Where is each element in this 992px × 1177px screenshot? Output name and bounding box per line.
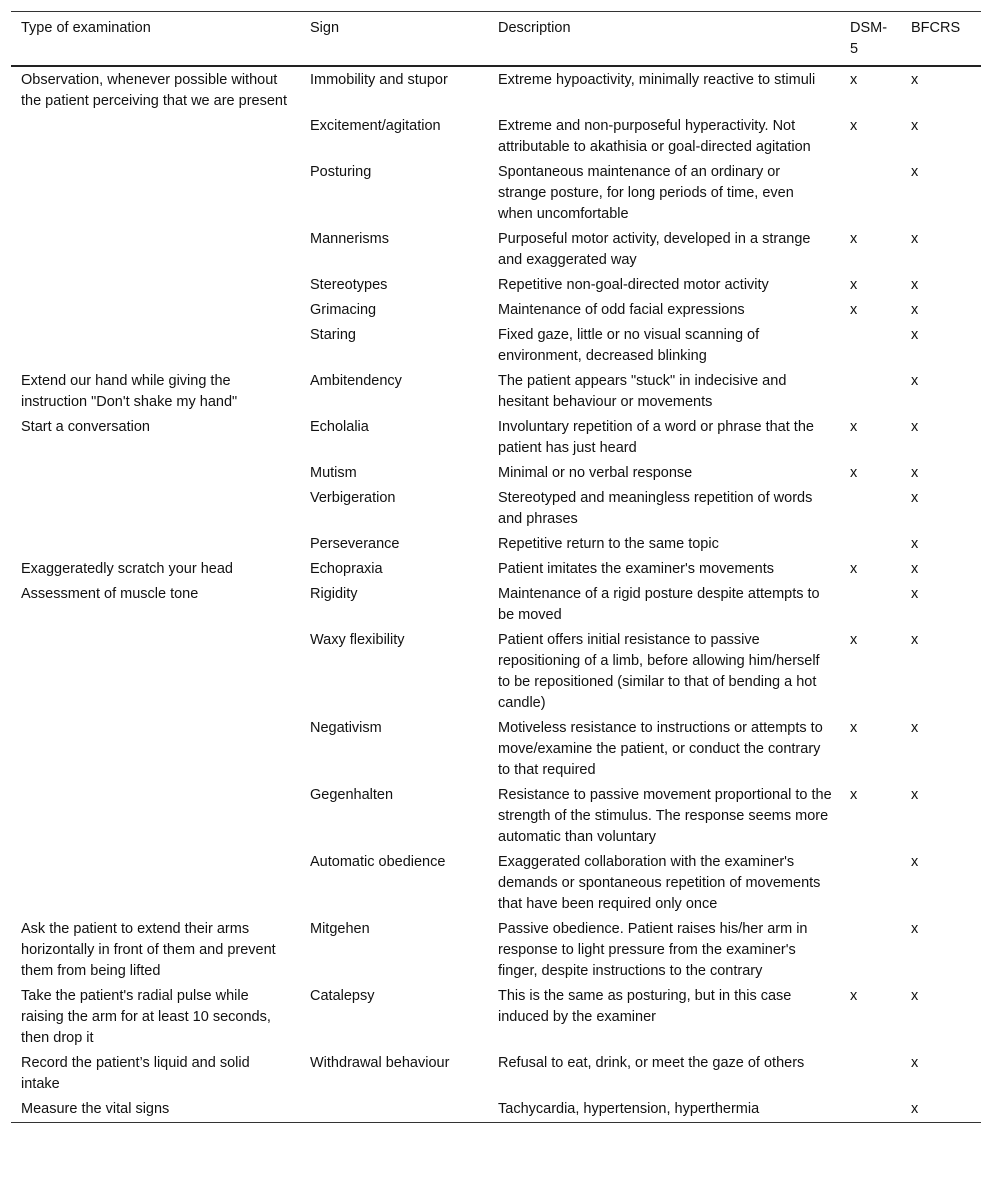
cell-dsm5 [840, 160, 901, 227]
cell-dsm5 [840, 582, 901, 628]
cell-sign: Ambitendency [310, 373, 402, 389]
cell-bfcrs: x [911, 586, 919, 602]
cell-dsm5: x [850, 72, 858, 88]
cell-dsm5: x [850, 277, 858, 293]
cell-sign: Negativism [310, 720, 382, 736]
cell-bfcrs: x [911, 164, 919, 180]
table-row [11, 114, 981, 160]
cell-dsm5 [840, 323, 901, 369]
header-type-of-examination: Type of examination [21, 20, 151, 36]
table-row [11, 582, 981, 628]
cell-dsm5 [840, 369, 901, 415]
table-row [11, 298, 981, 323]
cell-bfcrs: x [911, 118, 919, 134]
cell-type-of-examination: Observation, whenever possible without the patient perceiving that we are present [21, 72, 287, 109]
cell-dsm5: x [850, 118, 858, 134]
cell-dsm5: x [850, 419, 858, 435]
cell-type-of-examination: Measure the vital signs [21, 1101, 170, 1117]
cell-type-of-examination: Extend our hand while giving the instruction "Don't shake my hand" [21, 373, 238, 410]
cell-description: Passive obedience. Patient raises his/her arm in response to light pressure from the examiner's finger, despite instructions to the contrary [498, 921, 808, 979]
cell-bfcrs: x [911, 787, 919, 803]
cell-description: Exaggerated collaboration with the examiner's demands or spontaneous repetition of movements that have been required only once [498, 854, 821, 912]
cell-sign: Posturing [310, 164, 372, 180]
cell-sign: Stereotypes [310, 277, 388, 293]
cell-sign: Withdrawal behaviour [310, 1055, 450, 1071]
cell-bfcrs: x [911, 536, 919, 552]
table-body [11, 66, 981, 1123]
table-row [11, 1051, 981, 1097]
table-row [11, 532, 981, 557]
cell-bfcrs: x [911, 373, 919, 389]
cell-bfcrs: x [911, 854, 919, 870]
cell-dsm5 [840, 532, 901, 557]
cell-description: Maintenance of odd facial expressions [498, 302, 745, 318]
cell-description: Minimal or no verbal response [498, 465, 693, 481]
cell-sign: Staring [310, 327, 356, 343]
header-sign: Sign [310, 20, 340, 36]
cell-bfcrs: x [911, 419, 919, 435]
cell-description: Fixed gaze, little or no visual scanning of environment, decreased blinking [498, 327, 760, 364]
table-row [11, 850, 981, 917]
cell-dsm5: x [850, 231, 858, 247]
table-header [11, 12, 981, 67]
header-dsm5: DSM-5 [850, 20, 888, 57]
table-row [11, 273, 981, 298]
cell-description: Patient offers initial resistance to passive repositioning of a limb, before allowing him/herself to be repositioned (similar to that of bending a hot candle) [498, 632, 820, 711]
cell-description: This is the same as posturing, but in this case induced by the examiner [498, 988, 792, 1025]
cell-bfcrs: x [911, 327, 919, 343]
table-row [11, 415, 981, 461]
cell-bfcrs: x [911, 277, 919, 293]
cell-sign: Grimacing [310, 302, 377, 318]
cell-dsm5: x [850, 720, 858, 736]
cell-type-of-examination [11, 850, 300, 917]
cell-sign: Mitgehen [310, 921, 370, 937]
cell-description: Patient imitates the examiner's movements [498, 561, 774, 577]
cell-description: Extreme hypoactivity, minimally reactive to stimuli [498, 72, 816, 88]
table-row [11, 369, 981, 415]
cell-type-of-examination: Assessment of muscle tone [21, 586, 199, 602]
cell-bfcrs: x [911, 465, 919, 481]
cell-sign: Gegenhalten [310, 787, 394, 803]
cell-bfcrs: x [911, 988, 919, 1004]
cell-description: Extreme and non-purposeful hyperactivity. Not attributable to akathisia or goal-directed agitation [498, 118, 811, 155]
cell-bfcrs: x [911, 1101, 919, 1117]
header-bfcrs: BFCRS [911, 20, 961, 36]
cell-sign: Catalepsy [310, 988, 375, 1004]
cell-dsm5 [840, 850, 901, 917]
cell-description: Repetitive non-goal-directed motor activity [498, 277, 769, 293]
cell-type-of-examination [11, 461, 300, 486]
cell-type-of-examination [11, 486, 300, 532]
header-row [11, 12, 981, 67]
cell-type-of-examination [11, 273, 300, 298]
cell-bfcrs: x [911, 302, 919, 318]
cell-sign: Waxy flexibility [310, 632, 405, 648]
cell-type-of-examination [11, 323, 300, 369]
header-description: Description [498, 20, 571, 36]
cell-bfcrs: x [911, 921, 919, 937]
cell-sign: Mutism [310, 465, 357, 481]
catatonia-signs-table-container [11, 11, 981, 1123]
cell-description: Spontaneous maintenance of an ordinary or strange posture, for long periods of time, even when uncomfortable [498, 164, 794, 222]
cell-sign: Perseverance [310, 536, 400, 552]
cell-description: The patient appears "stuck" in indecisive and hesitant behaviour or movements [498, 373, 787, 410]
table-row [11, 557, 981, 582]
cell-sign: Automatic obedience [310, 854, 446, 870]
table-row [11, 1097, 981, 1123]
cell-description: Involuntary repetition of a word or phrase that the patient has just heard [498, 419, 814, 456]
table-row [11, 783, 981, 850]
table-row [11, 716, 981, 783]
table-row [11, 486, 981, 532]
cell-sign: Immobility and stupor [310, 72, 448, 88]
cell-sign [300, 1097, 488, 1123]
cell-description: Purposeful motor activity, developed in a strange and exaggerated way [498, 231, 811, 268]
cell-bfcrs: x [911, 72, 919, 88]
cell-description: Tachycardia, hypertension, hyperthermia [498, 1101, 760, 1117]
table-row [11, 461, 981, 486]
cell-sign: Echolalia [310, 419, 369, 435]
cell-description: Refusal to eat, drink, or meet the gaze of others [498, 1055, 805, 1071]
cell-type-of-examination: Take the patient's radial pulse while raising the arm for at least 10 seconds, then drop it [21, 988, 271, 1046]
cell-bfcrs: x [911, 632, 919, 648]
table-row [11, 227, 981, 273]
cell-dsm5: x [850, 787, 858, 803]
cell-bfcrs: x [911, 1055, 919, 1071]
table-row [11, 917, 981, 984]
cell-dsm5 [840, 917, 901, 984]
cell-bfcrs: x [911, 720, 919, 736]
cell-dsm5 [840, 486, 901, 532]
cell-description: Motiveless resistance to instructions or attempts to move/examine the patient, or conduct the contrary to that required [498, 720, 823, 778]
cell-bfcrs: x [911, 231, 919, 247]
table-row [11, 323, 981, 369]
cell-type-of-examination: Exaggeratedly scratch your head [21, 561, 233, 577]
cell-sign: Mannerisms [310, 231, 389, 247]
cell-description: Resistance to passive movement proportional to the strength of the stimulus. The response seems more automatic than voluntary [498, 787, 832, 845]
cell-type-of-examination [11, 227, 300, 273]
cell-type-of-examination [11, 783, 300, 850]
cell-type-of-examination: Ask the patient to extend their arms horizontally in front of them and prevent them from being lifted [21, 921, 276, 979]
cell-dsm5: x [850, 302, 858, 318]
cell-type-of-examination [11, 298, 300, 323]
cell-dsm5: x [850, 561, 858, 577]
cell-dsm5 [840, 1051, 901, 1097]
table-row [11, 984, 981, 1051]
cell-dsm5: x [850, 465, 858, 481]
cell-sign: Excitement/agitation [310, 118, 441, 134]
cell-bfcrs: x [911, 561, 919, 577]
cell-sign: Verbigeration [310, 490, 396, 506]
table-row [11, 160, 981, 227]
cell-type-of-examination: Start a conversation [21, 419, 150, 435]
cell-description: Stereotyped and meaningless repetition of words and phrases [498, 490, 813, 527]
cell-sign: Rigidity [310, 586, 358, 602]
cell-sign: Echopraxia [310, 561, 383, 577]
cell-type-of-examination [11, 532, 300, 557]
cell-type-of-examination [11, 716, 300, 783]
catatonia-signs-table [11, 11, 981, 1123]
cell-type-of-examination [11, 628, 300, 716]
cell-description: Repetitive return to the same topic [498, 536, 719, 552]
table-row [11, 628, 981, 716]
cell-type-of-examination [11, 114, 300, 160]
table-row [11, 66, 981, 114]
cell-dsm5: x [850, 632, 858, 648]
cell-description: Maintenance of a rigid posture despite attempts to be moved [498, 586, 820, 623]
cell-dsm5: x [850, 988, 858, 1004]
cell-dsm5 [840, 1097, 901, 1123]
cell-type-of-examination [11, 160, 300, 227]
cell-bfcrs: x [911, 490, 919, 506]
cell-type-of-examination: Record the patient’s liquid and solid intake [21, 1055, 250, 1092]
